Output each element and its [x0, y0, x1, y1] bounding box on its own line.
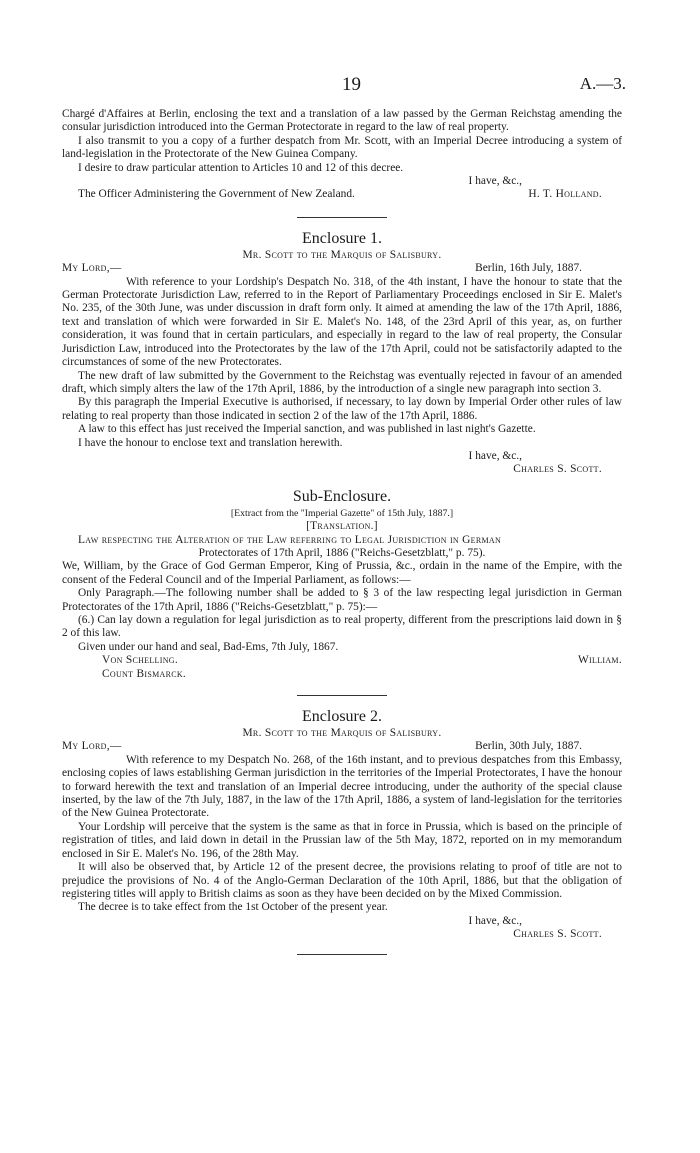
body-paragraph: By this paragraph the Imperial Executive is authorised, if necessary, to lay down by Imperial Order other rules of law relating to real property than those indicated in section 2 of the law of the 17th April, 1886. [62, 396, 622, 422]
signature: H. T. Holland. [528, 188, 602, 201]
section-divider [297, 954, 387, 955]
body-paragraph: I have the honour to enclose text and translation herewith. [78, 436, 343, 449]
signatory: William. [578, 654, 622, 667]
salutation: My Lord,— [62, 262, 122, 275]
closing-formula: I have, &c., [468, 449, 522, 462]
intro-section [62, 108, 622, 202]
enclosure-title: Enclosure 2. [302, 708, 382, 726]
sub-enclosure-title: Sub-Enclosure. [292, 487, 392, 505]
document-reference: A.—3. [579, 74, 626, 93]
body-paragraph: It will also be observed that, by Article 12 of the present decree, the provisions relating to proof of title are not to prejudice the provisions of No. 4 of the Anglo-German Declaration of the 10th April, 1886, but that the obligation of registering titles will apply to British claims as soon as they have been decided on by the Mixed Commission. [62, 861, 622, 900]
salutation-row [62, 740, 622, 753]
place-date: Berlin, 30th July, 1887. [475, 740, 582, 753]
body-paragraph: With reference to my Despatch No. 268, of the 16th instant, and to previous despatches from this Embassy, enclosing copies of laws establishing German jurisdiction in the territories of the Imperial Protectorates, I have the honour to forward herewith the text and translation of an Imperial decree introducing, under the authority of the special clause inserted, by the law of the 7th July, 1887, in the law of the 17th April, 1886, a system of land-legislation for the territories of the New Guinea Protectorate. [62, 753, 622, 820]
translation-note: [Translation.] [306, 520, 378, 533]
page-number: 19 [342, 74, 361, 95]
closing-formula: I have, &c., [468, 175, 522, 188]
place-date: Berlin, 16th July, 1887. [475, 262, 582, 275]
closing-formula: I have, &c., [468, 914, 522, 927]
body-paragraph: With reference to your Lordship's Despatch No. 318, of the 4th instant, I have the honour to state that the German Protectorate Jurisdiction Law, referred to in the Report of Parliamentary Proceedings enclosed in Sir E. Malet's No. 235, of the 30th June, was under discussion in draft form only. It aimed at amending the law of the 17th April, 1886, text and translation of which were forwarded in Sir E. Malet's No. 148, of the 23rd April of this year, as, on further consideration, it was found that in certain particulars, and especially in regard to the law of real property, the Consular Jurisdiction Law, introduced into the Protectorates by the law of the 17th April, could not be satisfactorily adapted to the circumstances of some of the new Protectorates. [62, 275, 622, 369]
body-paragraph: Your Lordship will perceive that the system is the same as that in force in Prussia, which is based on the principle of registration of titles, and laid down in detail in the Prussian law of the 5th May, 1872, reported on in my memorandum enclosed in Sir E. Malet's No. 196, of the 28th May. [62, 820, 622, 860]
enclosure-subtitle: Mr. Scott to the Marquis of Salisbury. [242, 727, 442, 740]
section-divider [297, 695, 387, 696]
document-page [62, 0, 626, 955]
salutation-row [62, 262, 622, 275]
page-header [62, 0, 626, 108]
intro-paragraph: I also transmit to you a copy of a further despatch from Mr. Scott, with an Imperial Decree introducing a system of land-legislation in the Protectorate of the New Guinea Company. [62, 134, 622, 161]
addressee: The Officer Administering the Government of New Zealand. [78, 188, 355, 201]
intro-paragraph: Chargé d'Affaires at Berlin, enclosing the text and a translation of a law passed by the German Reichstag amending the consular jurisdiction introduced into the German Protectorate in regard to the law of real property. [62, 108, 622, 134]
body-paragraph: Given under our hand and seal, Bad-Ems, 7th July, 1867. [78, 640, 339, 653]
enclosure-2 [62, 707, 622, 942]
addressee-signature-row [62, 188, 622, 201]
law-title: Protectorates of 17th April, 1886 ("Reichs-Gesetzblatt," p. 75). [198, 546, 486, 559]
sub-enclosure [62, 487, 622, 681]
signatory: Von Schelling. [102, 654, 179, 667]
body-paragraph: A law to this effect has just received the Imperial sanction, and was published in last night's Gazette. [78, 423, 536, 436]
body-paragraph: Only Paragraph.—The following number shall be added to § 3 of the law respecting legal jurisdiction in German Protectorates of the 17th April, 1886 ("Reichs-Gesetzblatt," p. 75):— [62, 587, 622, 613]
signatory: Count Bismarck. [102, 667, 187, 680]
extract-note: [Extract from the "Imperial Gazette" of 15th July, 1887.] [230, 507, 454, 519]
enclosure-subtitle: Mr. Scott to the Marquis of Salisbury. [242, 248, 442, 261]
body-paragraph: We, William, by the Grace of God German Emperor, King of Prussia, &c., ordain in the name of the Empire, with the consent of the Federal Council and of the Imperial Parliament, as follows:— [62, 560, 622, 586]
law-title: Law respecting the Alteration of the Law referring to Legal Jurisdiction in German [78, 533, 502, 546]
body-paragraph: The decree is to take effect from the 1st October of the present year. [78, 901, 388, 914]
enclosure-1 [62, 229, 622, 477]
body-paragraph: The new draft of law submitted by the Government to the Reichstag was eventually rejected in favour of an amended draft, which simply alters the law of the 17th April, 1886, by the introduction of a single new paragraph into section 3. [62, 369, 622, 395]
signature: Charles S. Scott. [513, 928, 602, 941]
enclosure-title: Enclosure 1. [302, 229, 382, 247]
salutation: My Lord,— [62, 740, 122, 753]
body-paragraph: (6.) Can lay down a regulation for legal jurisdiction as to real property, different from the prescriptions laid down in § 2 of this law. [62, 614, 622, 640]
signatories-row [62, 654, 622, 667]
intro-paragraph: I desire to draw particular attention to Articles 10 and 12 of this decree. [78, 161, 404, 174]
section-divider [297, 217, 387, 218]
signature: Charles S. Scott. [513, 463, 602, 476]
